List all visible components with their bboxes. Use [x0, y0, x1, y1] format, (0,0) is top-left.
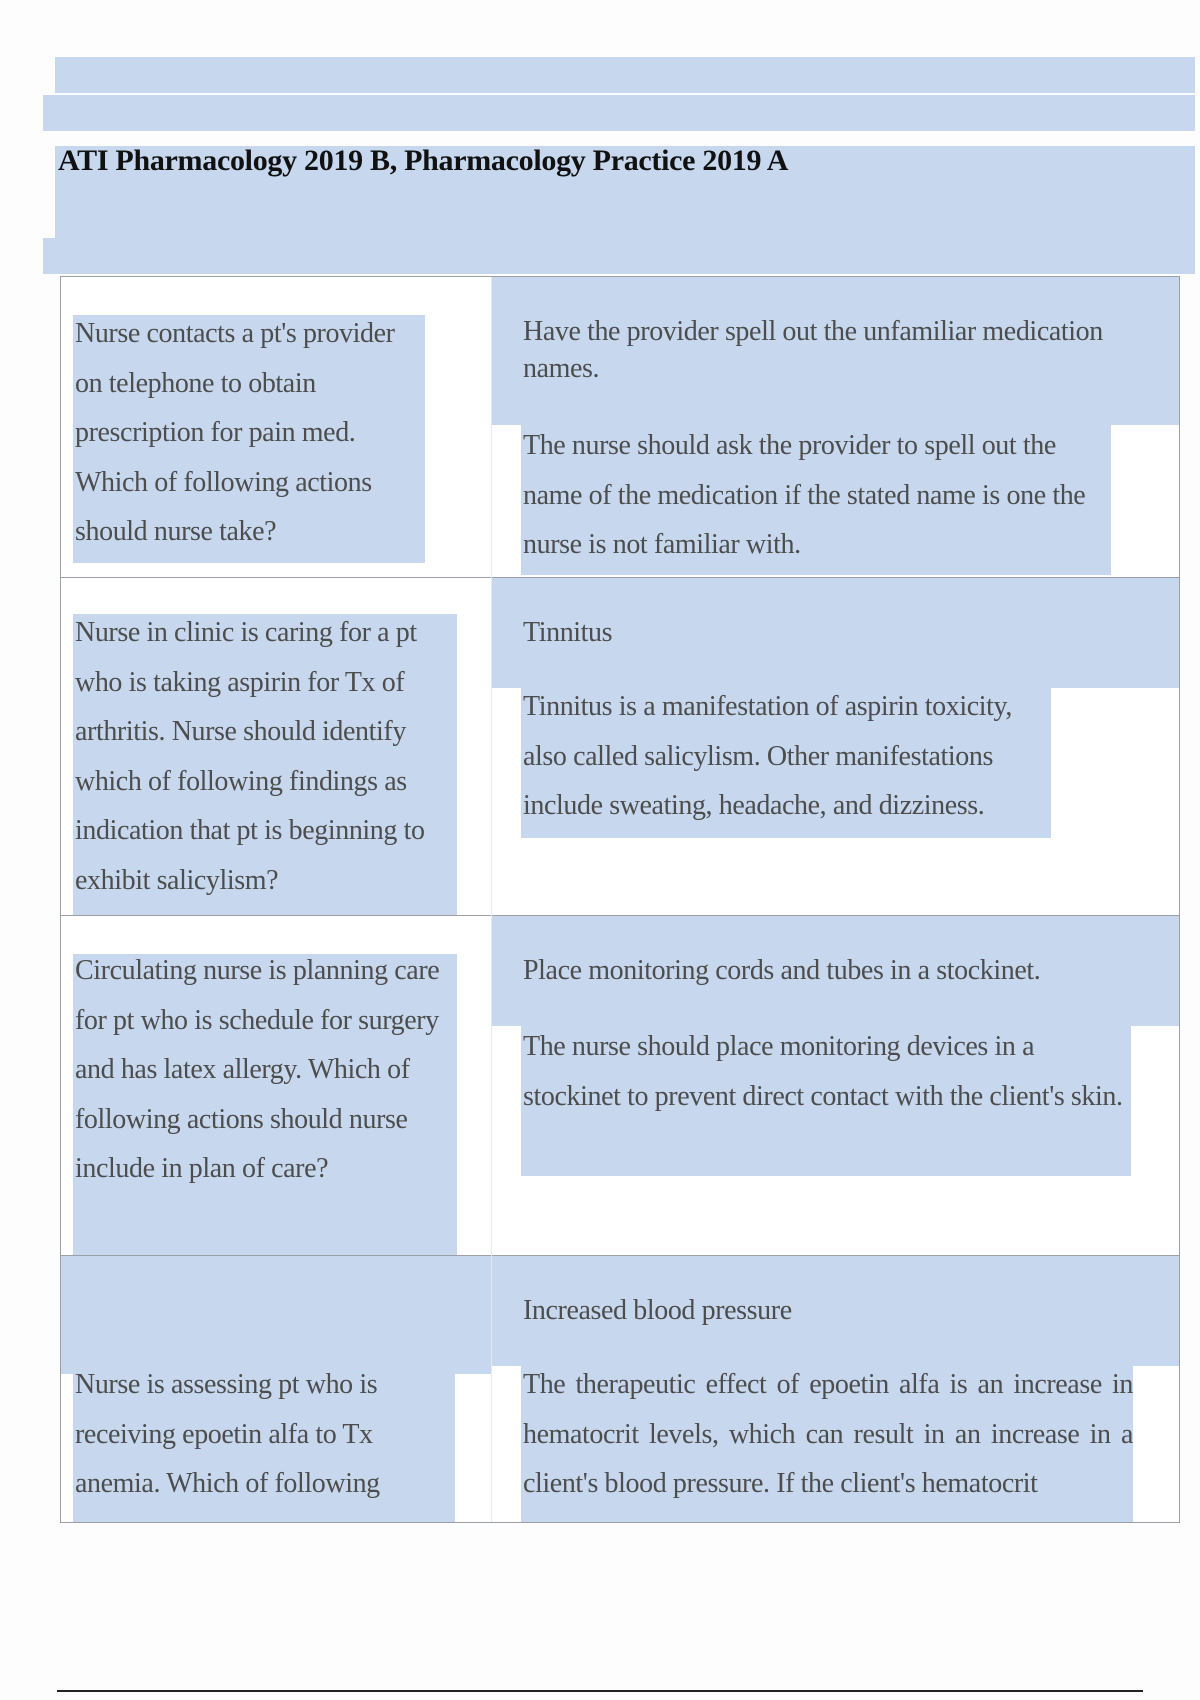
header-band-2	[43, 95, 1195, 131]
question-text: Nurse in clinic is caring for a pt who is taking aspirin for Tx of arthritis. Nurse should identify which of following findings as indication that pt is beginning to exhibit salicylism?	[75, 617, 425, 896]
rationale-text: The nurse should ask the provider to spell out the name of the medication if the stated name is one the nurse is not familiar with.	[523, 430, 1086, 560]
footer-rule	[57, 1690, 1143, 1692]
question-text: Circulating nurse is planning care for pt who is schedule for surgery and has latex allergy. Which of following actions should nurse include in plan of care?	[75, 955, 440, 1184]
flashcard-row-3	[61, 915, 1179, 1256]
rationale-text: Tinnitus is a manifestation of aspirin toxicity, also called salicylism. Other manifestations include sweating, headache, and dizziness.	[523, 691, 1012, 821]
flashcard-table	[60, 276, 1180, 1523]
answer-text: Have the provider spell out the unfamiliar medication names.	[523, 316, 1103, 384]
flashcard-row-4	[61, 1255, 1179, 1523]
answer-text: Tinnitus	[523, 617, 613, 648]
header-band-1	[55, 57, 1195, 93]
title-band-lower	[43, 238, 1195, 274]
column-divider	[491, 277, 492, 1522]
answer-text: Place monitoring cords and tubes in a stockinet.	[523, 955, 1041, 986]
flashcard-row-2	[61, 577, 1179, 916]
question-text: Nurse is assessing pt who is receiving epoetin alfa to Tx anemia. Which of following	[75, 1369, 380, 1499]
question-top-highlight	[61, 1256, 491, 1374]
rationale-text: The nurse should place monitoring devices in a stockinet to prevent direct contact with the client's skin.	[523, 1031, 1123, 1112]
rationale-text: The therapeutic effect of epoetin alfa is an increase in hematocrit levels, which can result in an increase in a client's blood pressure. If the client's hematocrit	[523, 1369, 1133, 1499]
document-title: ATI Pharmacology 2019 B, Pharmacology Practice 2019 A	[58, 144, 789, 177]
answer-text: Increased blood pressure	[523, 1295, 792, 1326]
flashcard-row-1	[61, 277, 1179, 577]
question-text: Nurse contacts a pt's provider on telephone to obtain prescription for pain med. Which of following actions should nurse take?	[75, 318, 395, 547]
